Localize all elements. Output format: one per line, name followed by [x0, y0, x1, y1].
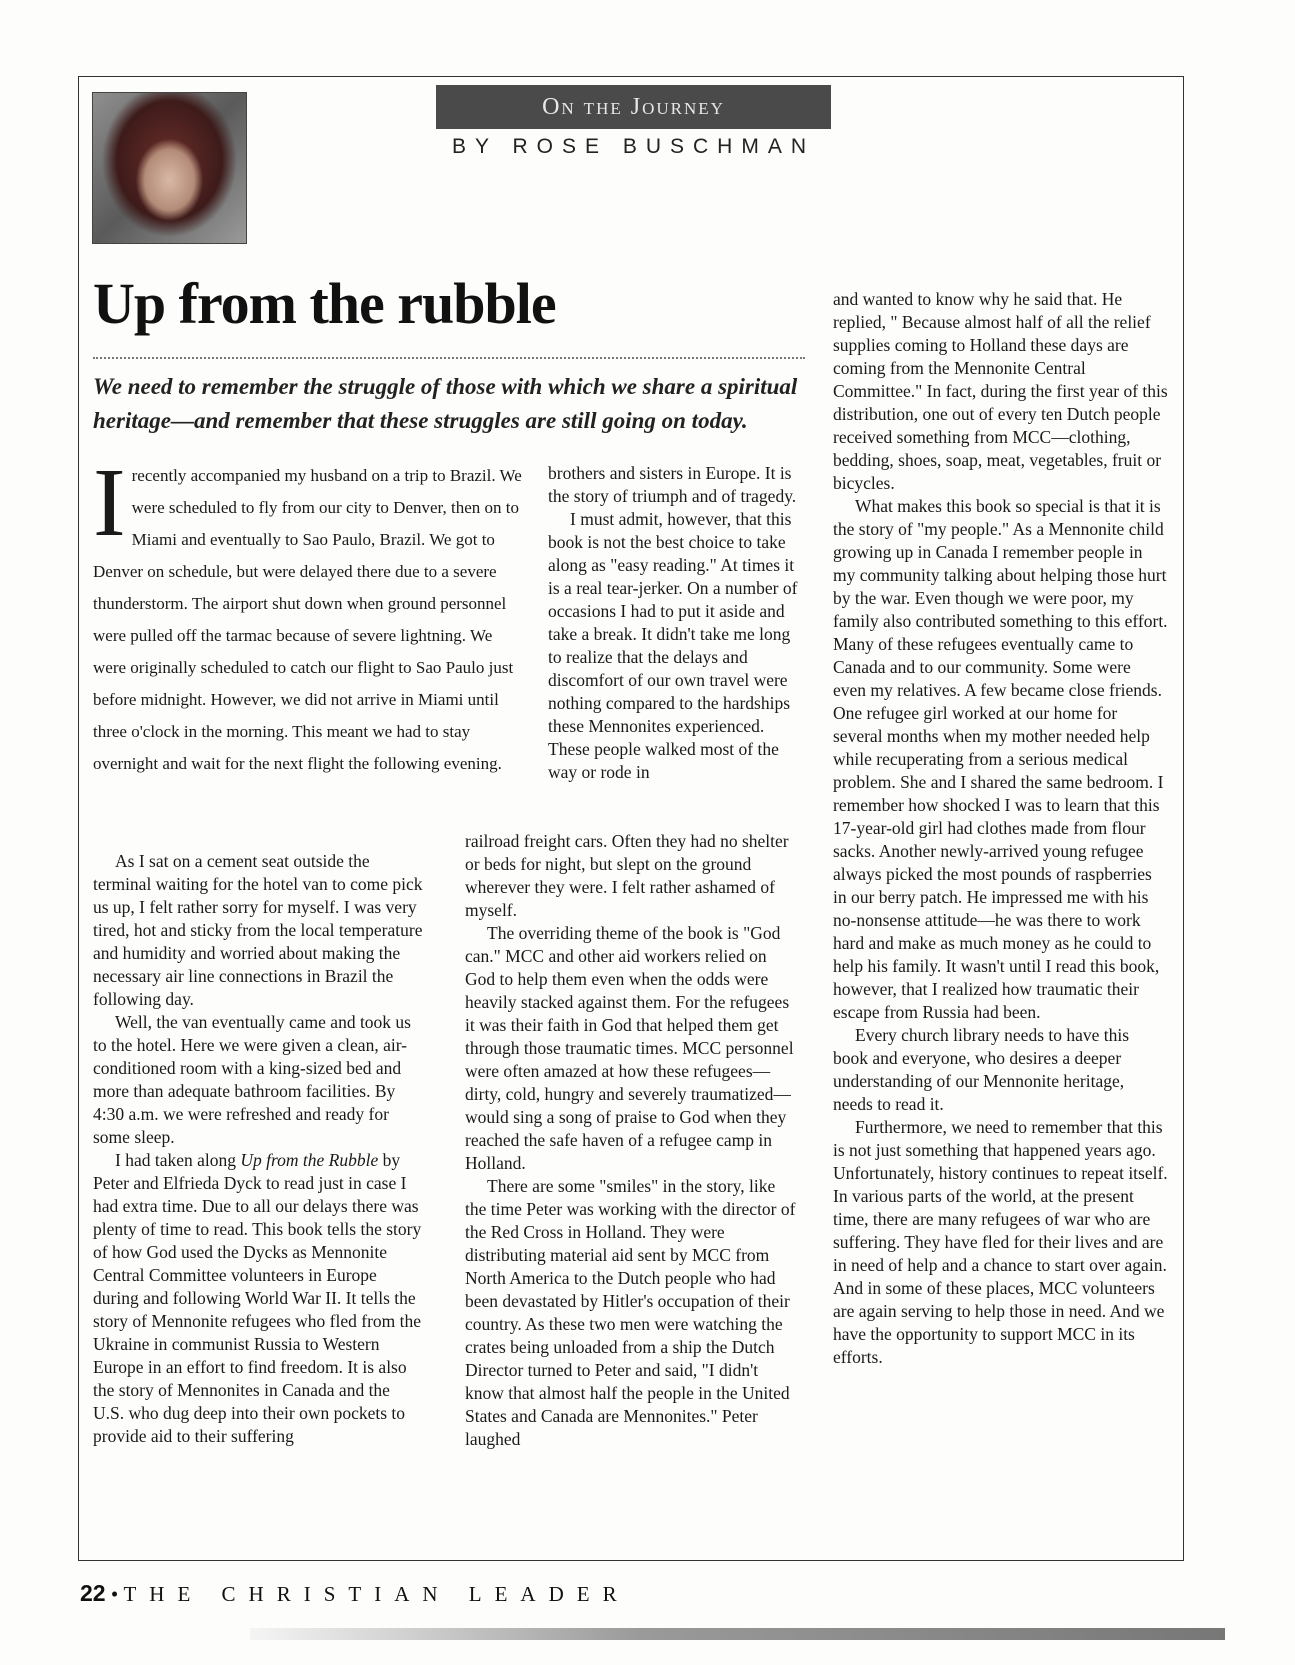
- page-footer: [80, 1580, 630, 1607]
- column-banner: On the Journey: [436, 85, 831, 129]
- paragraph: railroad freight cars. Often they had no shelter or beds for night, but slept on the ground wherever they were. I felt rather ashamed of myself.: [465, 831, 789, 920]
- headline: Up from the rubble: [93, 271, 556, 336]
- paragraph: There are some "smiles" in the story, like the time Peter was working with the director of the Red Cross in Holland. They were distributing material aid sent by MCC from North America to the Dutch people who had been devastated by Hitler's occupation of their country. As these two men were watching the crates being unloaded from a ship the Dutch Director turned to Peter and said, "I didn't know that almost half the people in the United States and Canada are Mennonites." Peter laughed: [465, 1176, 796, 1449]
- column-2-bottom: [465, 830, 798, 1451]
- paragraph: and wanted to know why he said that. He replied, " Because almost half of all the relief supplies coming to Holland these days are coming from the Mennonite Central Committee." In fact, during the first year of this distribution, one out of every ten Dutch people received something from MCC—clothing, bedding, shoes, soap, meat, vegetables, fruit or bicycles.: [833, 289, 1168, 493]
- paragraph: Furthermore, we need to remember that this is not just something that happened years ago. Unfortunately, history continues to repeat itself. In various parts of the world, at the present time, there are many refugees of war who are suffering. They have fled for their lives and are in need of help and a chance to start over again. And in some of these places, MCC volunteers are again serving to help those in need. And we have the opportunity to support MCC in its efforts.: [833, 1117, 1168, 1367]
- paragraph: Every church library needs to have this book and everyone, who desires a deeper understanding of our Mennonite heritage, needs to read it.: [833, 1025, 1130, 1114]
- paragraph: brothers and sisters in Europe. It is the story of triumph and of tragedy.: [548, 463, 797, 506]
- intro-paragraph: [93, 449, 523, 780]
- column-1: [93, 850, 425, 1448]
- book-title: Up from the Rubble: [240, 1150, 379, 1170]
- intro-text: recently accompanied my husband on a trip to Brazil. We were scheduled to fly from our city to Denver, then on to Miami and eventually to Sao Paulo, Brazil. We got to Denver on schedule, but were delayed there due to a severe thunderstorm. The airport shut down when ground personnel were pulled off the tarmac because of severe lightning. We were originally scheduled to catch our flight to Sao Paulo just before midnight. However, we did not arrive in Miami until three o'clock in the morning. This meant we had to stay overnight and wait for the next flight the following evening.: [93, 466, 522, 773]
- author-photo: [92, 92, 247, 244]
- page-number: 22: [80, 1580, 106, 1606]
- deck: We need to remember the struggle of those with which we share a spiritual heritage—and remember that these struggles are still going on today.: [93, 374, 798, 433]
- footer-bullet: •: [110, 1582, 119, 1606]
- publication-name: THE CHRISTIAN LEADER: [123, 1582, 630, 1606]
- paragraph: As I sat on a cement seat outside the terminal waiting for the hotel van to come pick us up, I felt rather sorry for myself. I was very tired, hot and sticky from the local temperature and humidity and worried about making the necessary air line connections in Brazil the following day.: [93, 851, 423, 1009]
- paragraph-text: by Peter and Elfrieda Dyck to read just in case I had extra time. Due to all our delays there was plenty of time to read. This book tells the story of how God used the Dycks as Mennonite Central Committee volunteers in Europe during and following World War II. It tells the story of Mennonite refugees who fled from the Ukraine in communist Russia to Western Europe in an effort to find freedom. It is also the story of Mennonites in Canada and the U.S. who dug deep into their own pockets to provide aid to their suffering: [93, 1150, 422, 1446]
- paragraph: [93, 1149, 425, 1448]
- column-3: [833, 288, 1168, 1369]
- drop-cap: I: [93, 449, 126, 557]
- paragraph: The overriding theme of the book is "God can." MCC and other aid workers relied on God to help them even when the odds were heavily stacked against them. For the refugees it was their faith in God that helped them get through those traumatic times. MCC personnel were often amazed at how these refugees—dirty, cold, hungry and severely traumatized—would sing a song of praise to God when they reached the safe haven of a refugee camp in Holland.: [465, 923, 794, 1173]
- column-2-top: [548, 462, 798, 784]
- bottom-rule: [250, 1628, 1225, 1640]
- paragraph: I must admit, however, that this book is not the best choice to take along as "easy reading." At times it is a real tear-jerker. On a number of occasions I had to put it aside and take a break. It didn't take me long to realize that the delays and discomfort of our own travel were nothing compared to the hardships these Mennonites experienced. These people walked most of the way or rode in: [548, 509, 798, 782]
- paragraph: Well, the van eventually came and took us to the hotel. Here we were given a clean, air-conditioned room with a king-sized bed and more than adequate bathroom facilities. By 4:30 a.m. we were refreshed and ready for some sleep.: [93, 1012, 411, 1147]
- byline: BY ROSE BUSCHMAN: [452, 135, 815, 158]
- headline-divider: [93, 357, 805, 359]
- paragraph-text: I had taken along: [115, 1150, 241, 1170]
- paragraph: What makes this book so special is that it is the story of "my people." As a Mennonite child growing up in Canada I remember people in my community talking about helping those hurt by the war. Even though we were poor, my family also contributed something to this effort. Many of these refugees eventually came to Canada and to our community. Some were even my relatives. A few became close friends. One refugee girl worked at our home for several months when my mother needed help while recuperating from a serious medical problem. She and I shared the same bedroom. I remember how shocked I was to learn that this 17-year-old girl had clothes made from flour sacks. Another newly-arrived young refugee always picked the most pounds of raspberries in our berry patch. He impressed me with his no-nonsense attitude—he was there to work hard and make as much money as he could to help his family. It wasn't until I read this book, however, that I realized how traumatic their escape from Russia had been.: [833, 496, 1168, 1022]
